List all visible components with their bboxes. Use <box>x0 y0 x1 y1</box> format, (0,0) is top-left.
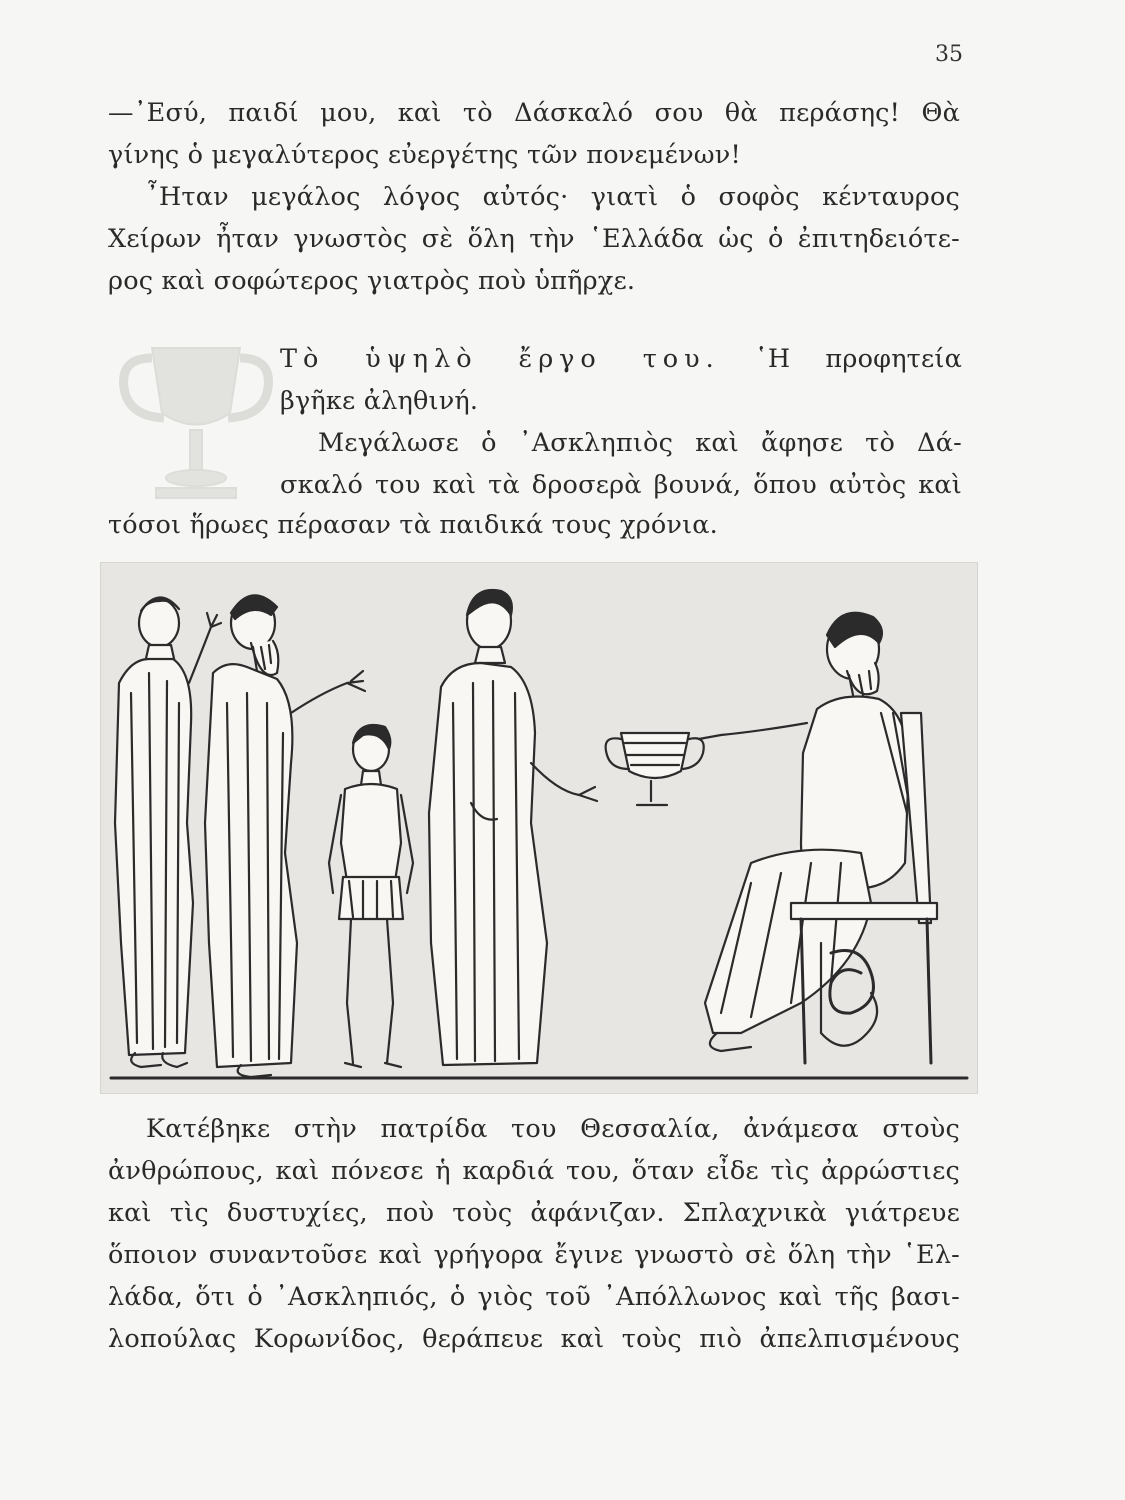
kylix-ornament-icon <box>112 318 280 508</box>
text-line: λοπούλας Κορωνίδος, θεράπευε καὶ τοὺς πιὸ ἀπελπισμένους <box>108 1324 960 1354</box>
bottom-paragraph <box>108 1108 960 1360</box>
text-line: ὅποιον συναντοῦσε καὶ γρήγορα ἔγινε γνωστὸ σὲ ὅλη τὴν ῾Ελ- <box>108 1240 960 1270</box>
text-line: γίνης ὁ μεγαλύτερος εὐεργέτης τῶν πονεμένων! <box>108 140 741 170</box>
text-line: ἀνθρώπους, καὶ πόνεσε ἡ καρδιά του, ὅταν εἶδε τὶς ἀρρώστιες <box>108 1156 960 1186</box>
top-paragraphs <box>108 92 960 302</box>
section-title: Τὸ ὑψηλὸ ἔργο του. <box>280 344 720 374</box>
section-last-line <box>108 504 960 546</box>
text-line: σκαλό του καὶ τὰ δροσερὰ βουνά, ὅπου αὐτὸς καὶ <box>280 470 962 500</box>
text-line: Χείρων ἦταν γνωστὸς σὲ ὅλη τὴν ῾Ελλάδα ὡς ὁ ἐπιτηδειότε- <box>108 224 960 254</box>
figure-woman <box>429 590 597 1065</box>
text-line: —᾿Εσύ, παιδί μου, καὶ τὸ Δάσκαλό σου θὰ περάσης! Θὰ <box>108 98 960 128</box>
text-line: ῏Ηταν μεγάλος λόγος αὐτός· γιατὶ ὁ σοφὸς κένταυρος <box>146 182 960 212</box>
section-block <box>280 338 962 506</box>
figure-child <box>329 725 413 1067</box>
illustration-asclepius-scene <box>100 562 978 1094</box>
text-line: καὶ τὶς δυστυχίες, ποὺ τοὺς ἀφάνιζαν. Σπλαχνικὰ γιάτρευε <box>108 1198 960 1228</box>
text-line: λάδα, ὅτι ὁ ᾿Ασκληπιός, ὁ γιὸς τοῦ ᾿Απόλλωνος καὶ τῆς βασι- <box>108 1282 960 1312</box>
page-number: 35 <box>935 42 963 67</box>
text-line: τόσοι ἥρωες πέρασαν τὰ παιδικά τους χρόνια. <box>108 510 718 540</box>
text-line: Κατέβηκε στὴν πατρίδα του Θεσσαλία, ἀνάμεσα στοὺς <box>146 1114 960 1144</box>
kylix-cup-icon <box>606 733 704 805</box>
text-line: Μεγάλωσε ὁ ᾿Ασκληπιὸς καὶ ἄφησε τὸ Δά- <box>318 428 962 458</box>
section-heading-line <box>280 338 962 380</box>
text-line: ῾Η προφητεία <box>754 344 962 374</box>
text-line: βγῆκε ἀληθινή. <box>280 386 479 416</box>
scene-drawing <box>101 563 977 1093</box>
text-line: ρος καὶ σοφώτερος γιατρὸς ποὺ ὑπῆρχε. <box>108 266 636 296</box>
